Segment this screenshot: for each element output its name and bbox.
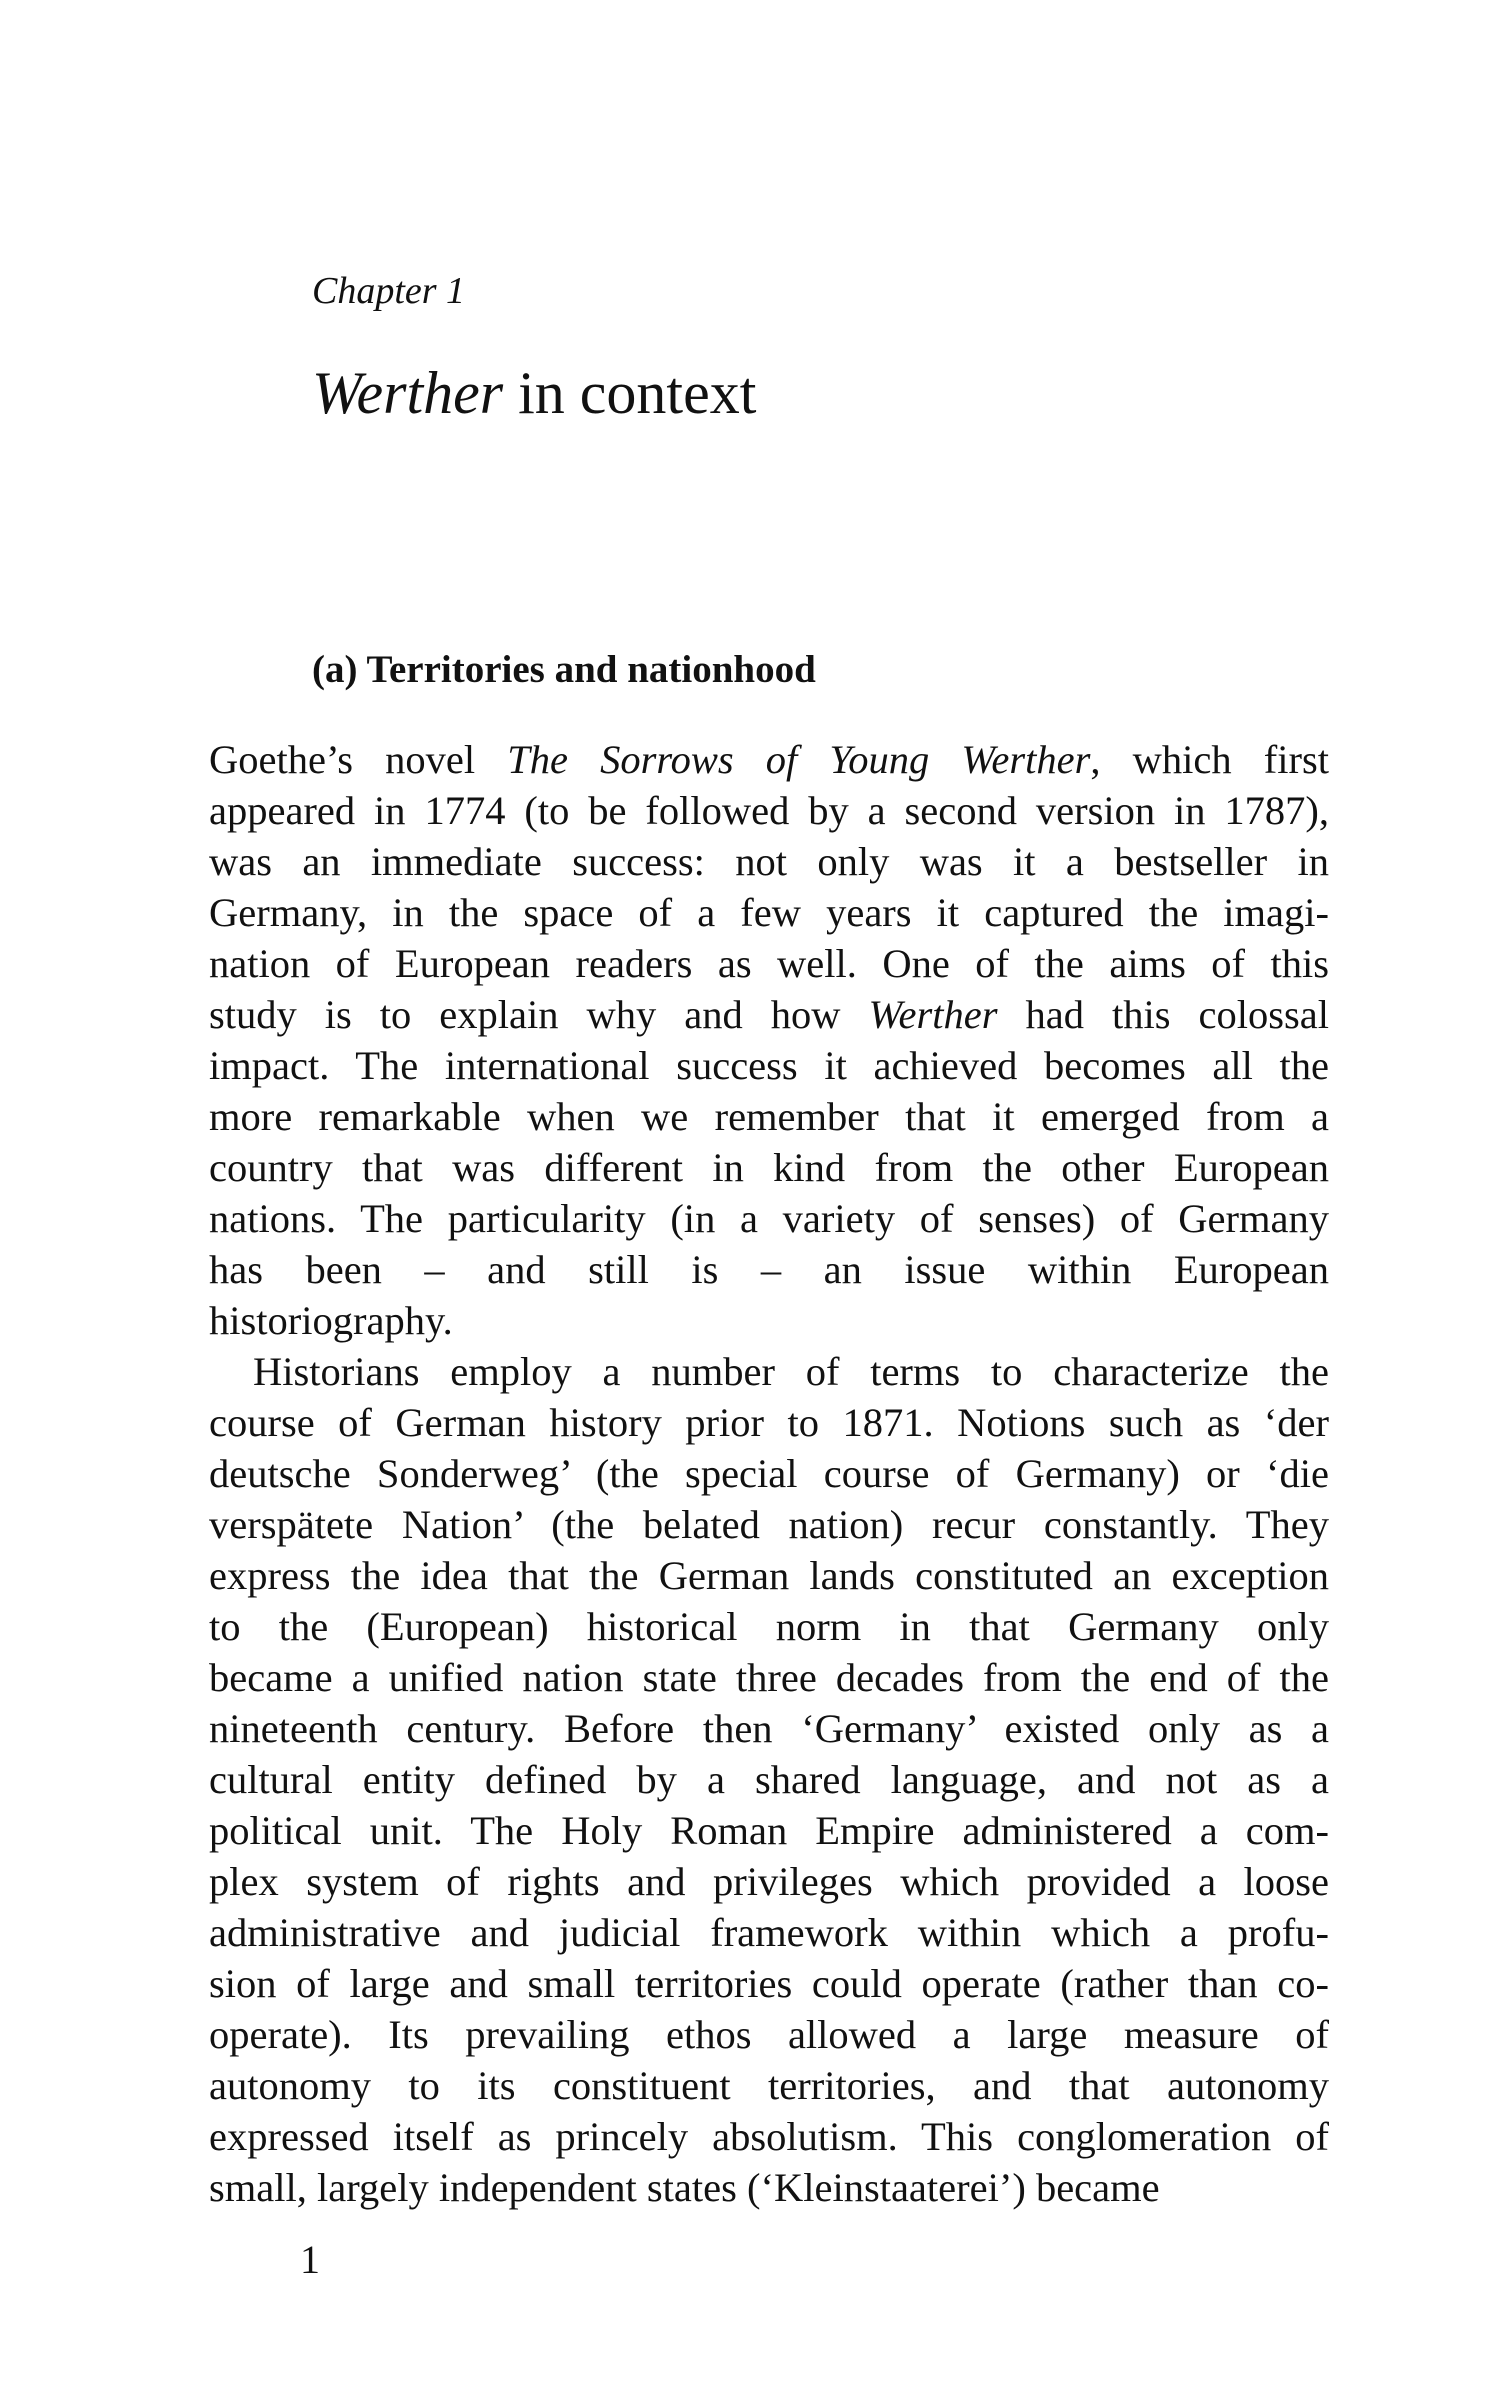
- text-run: Goethe’s novel: [209, 737, 508, 782]
- text-run: verspätete Nation’ (the belated nation) recur constantly. They: [209, 1502, 1329, 1547]
- text-run: , which first: [1090, 737, 1329, 782]
- text-run: nation of European readers as well. One of the aims of this: [209, 941, 1329, 986]
- chapter-label: Chapter 1: [312, 270, 466, 312]
- text-line: [209, 938, 1329, 989]
- text-run: political unit. The Holy Roman Empire administered a com-: [209, 1808, 1329, 1853]
- text-line: [209, 1499, 1329, 1550]
- text-line: [209, 887, 1329, 938]
- text-line: [209, 2111, 1329, 2162]
- text-line: [209, 1907, 1329, 1958]
- text-run: nations. The particularity (in a variety of senses) of Germany: [209, 1196, 1329, 1241]
- text-line: [209, 1193, 1329, 1244]
- text-run: course of German history prior to 1871. Notions such as ‘der: [209, 1400, 1329, 1445]
- text-line: [209, 1397, 1329, 1448]
- text-run: administrative and judicial framework within which a profu-: [209, 1910, 1329, 1955]
- text-run: nineteenth century. Before then ‘Germany’ existed only as a: [209, 1706, 1329, 1751]
- text-run: appeared in 1774 (to be followed by a second version in 1787),: [209, 788, 1329, 833]
- text-line: [209, 1652, 1329, 1703]
- text-line: [209, 1550, 1329, 1601]
- text-line: [209, 2162, 1329, 2213]
- text-line: [209, 1142, 1329, 1193]
- text-run: plex system of rights and privileges which provided a loose: [209, 1859, 1329, 1904]
- italic-run: The Sorrows of Young Werther: [507, 737, 1091, 782]
- text-run: became a unified nation state three decades from the end of the: [209, 1655, 1329, 1700]
- text-run: more remarkable when we remember that it emerged from a: [209, 1094, 1329, 1139]
- text-run: express the idea that the German lands constituted an exception: [209, 1553, 1329, 1598]
- text-run: country that was different in kind from the other European: [209, 1145, 1329, 1190]
- text-line: [209, 1958, 1329, 2009]
- text-line: [209, 1091, 1329, 1142]
- text-run: autonomy to its constituent territories, and that autonomy: [209, 2063, 1329, 2108]
- text-line: [209, 734, 1329, 785]
- text-line: [209, 2009, 1329, 2060]
- text-line: [209, 1754, 1329, 1805]
- section-heading: (a) Territories and nationhood: [312, 648, 816, 691]
- chapter-title-italic: Werther: [312, 360, 504, 426]
- text-line: [209, 1856, 1329, 1907]
- text-run: had this colossal: [997, 992, 1329, 1037]
- text-run: Historians employ a number of terms to characterize the: [253, 1349, 1329, 1394]
- text-line: [209, 1040, 1329, 1091]
- text-run: study is to explain why and how: [209, 992, 869, 1037]
- text-run: to the (European) historical norm in that Germany only: [209, 1604, 1329, 1649]
- text-run: sion of large and small territories could operate (rather than co-: [209, 1961, 1329, 2006]
- text-run: impact. The international success it achieved becomes all the: [209, 1043, 1329, 1088]
- italic-run: Werther: [868, 992, 998, 1037]
- text-line: [209, 1244, 1329, 1295]
- text-run: historiography.: [209, 1298, 453, 1343]
- text-line: [209, 1601, 1329, 1652]
- text-run: Germany, in the space of a few years it captured the imagi-: [209, 890, 1329, 935]
- body-text: [209, 734, 1329, 2213]
- text-line: [209, 785, 1329, 836]
- text-line: [209, 1805, 1329, 1856]
- text-run: operate). Its prevailing ethos allowed a large measure of: [209, 2012, 1329, 2057]
- page-number: 1: [300, 2237, 320, 2282]
- text-run: deutsche Sonderweg’ (the special course of Germany) or ‘die: [209, 1451, 1329, 1496]
- text-run: was an immediate success: not only was it a bestseller in: [209, 839, 1329, 884]
- text-run: cultural entity defined by a shared language, and not as a: [209, 1757, 1329, 1802]
- text-line: [209, 1346, 1329, 1397]
- chapter-title-rest: in context: [503, 360, 757, 426]
- paragraph: [209, 734, 1329, 1346]
- text-run: has been – and still is – an issue within European: [209, 1247, 1329, 1292]
- text-line: [209, 1703, 1329, 1754]
- paragraph: [209, 1346, 1329, 2213]
- text-line: [209, 2060, 1329, 2111]
- text-line: [209, 836, 1329, 887]
- text-line: [209, 989, 1329, 1040]
- chapter-title: [312, 360, 757, 426]
- text-run: small, largely independent states (‘Kleinstaaterei’) became: [209, 2165, 1160, 2210]
- text-line: [209, 1295, 1329, 1346]
- text-line: [209, 1448, 1329, 1499]
- text-run: expressed itself as princely absolutism. This conglomeration of: [209, 2114, 1329, 2159]
